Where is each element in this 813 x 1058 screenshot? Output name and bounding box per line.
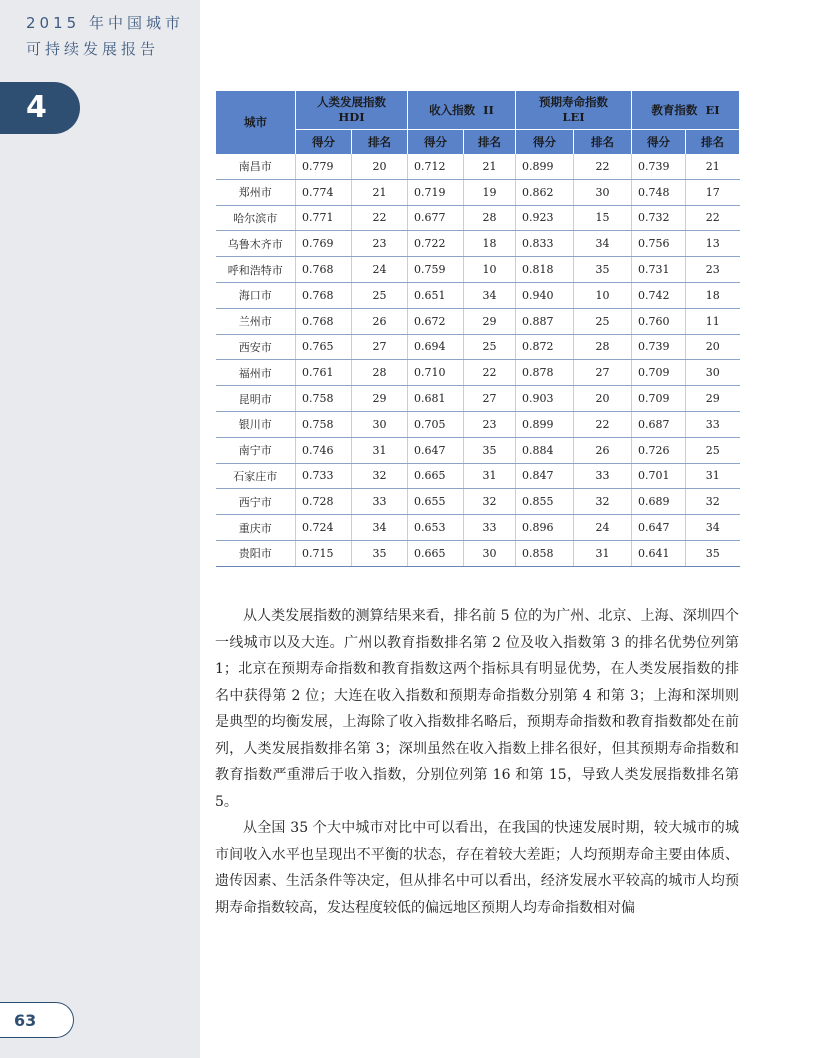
city-name-cell: 贵阳市 xyxy=(216,540,296,566)
score-cell: 0.872 xyxy=(516,334,574,360)
rank-cell: 34 xyxy=(574,231,632,257)
rank-cell: 13 xyxy=(686,231,740,257)
page-number: 63 xyxy=(0,1002,74,1038)
city-name-cell: 郑州市 xyxy=(216,179,296,205)
table-row xyxy=(216,205,740,231)
rank-cell: 33 xyxy=(352,489,408,515)
score-cell: 0.768 xyxy=(296,282,352,308)
score-cell: 0.705 xyxy=(408,411,464,437)
city-name-cell: 西安市 xyxy=(216,334,296,360)
city-name-cell: 昆明市 xyxy=(216,386,296,412)
rank-cell: 27 xyxy=(464,386,516,412)
rank-cell: 22 xyxy=(686,205,740,231)
score-cell: 0.653 xyxy=(408,515,464,541)
score-cell: 0.724 xyxy=(296,515,352,541)
score-cell: 0.768 xyxy=(296,308,352,334)
header-score: 得分 xyxy=(296,130,352,155)
score-cell: 0.748 xyxy=(632,179,686,205)
score-cell: 0.758 xyxy=(296,411,352,437)
city-name-cell: 石家庄市 xyxy=(216,463,296,489)
score-cell: 0.765 xyxy=(296,334,352,360)
score-cell: 0.833 xyxy=(516,231,574,257)
score-cell: 0.758 xyxy=(296,386,352,412)
rank-cell: 21 xyxy=(464,154,516,179)
table-row xyxy=(216,257,740,283)
score-cell: 0.728 xyxy=(296,489,352,515)
table-body xyxy=(216,154,740,566)
rank-cell: 20 xyxy=(352,154,408,179)
rank-cell: 33 xyxy=(574,463,632,489)
score-cell: 0.701 xyxy=(632,463,686,489)
rank-cell: 35 xyxy=(574,257,632,283)
rank-cell: 28 xyxy=(352,360,408,386)
header-hdi-en: HDI xyxy=(338,110,365,124)
header-score: 得分 xyxy=(516,130,574,155)
header-lei xyxy=(516,91,632,130)
rank-cell: 34 xyxy=(686,515,740,541)
score-cell: 0.681 xyxy=(408,386,464,412)
table-row xyxy=(216,386,740,412)
score-cell: 0.769 xyxy=(296,231,352,257)
table-row xyxy=(216,231,740,257)
table-row xyxy=(216,411,740,437)
rank-cell: 34 xyxy=(464,282,516,308)
score-cell: 0.761 xyxy=(296,360,352,386)
score-cell: 0.940 xyxy=(516,282,574,308)
rank-cell: 33 xyxy=(686,411,740,437)
score-cell: 0.746 xyxy=(296,437,352,463)
table-row xyxy=(216,540,740,566)
header-hdi-cn: 人类发展指数 xyxy=(317,95,386,109)
score-cell: 0.903 xyxy=(516,386,574,412)
city-name-cell: 哈尔滨市 xyxy=(216,205,296,231)
header-city: 城市 xyxy=(216,91,296,154)
city-name-cell: 南昌市 xyxy=(216,154,296,179)
table-row xyxy=(216,437,740,463)
rank-cell: 32 xyxy=(686,489,740,515)
rank-cell: 29 xyxy=(464,308,516,334)
rank-cell: 10 xyxy=(574,282,632,308)
paragraph: 从人类发展指数的测算结果来看，排名前 5 位的为广州、北京、上海、深圳四个一线城市以及大连。广州以教育指数排名第 2 位及收入指数第 3 的排名优势位列第 1；北京在预期寿命指数和教育指数这两个指标具有明显优势，在人类发展指数的排名中获得第 2 位；大连在收入指数和预期寿命指数分别第 4 和第 3；上海和深圳则是典型的均衡发展，上海除了收入指数排名略后，预期寿命指数和教育指数都处在前列，人类发展指数排名第 3；深圳虽然在收入指数上排名很好，但其预期寿命指数和教育指数严重滞后于收入指数，分别位列第 16 和第 15，导致人类发展指数排名第 5。 xyxy=(215,608,739,810)
header-rank: 排名 xyxy=(352,130,408,155)
header-lei-cn: 预期寿命指数 xyxy=(539,95,608,109)
rank-cell: 18 xyxy=(686,282,740,308)
header-ei-en: EI xyxy=(705,102,720,117)
rank-cell: 31 xyxy=(574,540,632,566)
rank-cell: 35 xyxy=(464,437,516,463)
rank-cell: 35 xyxy=(686,540,740,566)
table-row xyxy=(216,360,740,386)
table-row xyxy=(216,463,740,489)
rank-cell: 10 xyxy=(464,257,516,283)
rank-cell: 19 xyxy=(464,179,516,205)
score-cell: 0.739 xyxy=(632,154,686,179)
header-ii-en: II xyxy=(483,102,494,117)
header-ii-cn: 收入指数 xyxy=(429,102,476,117)
rank-cell: 22 xyxy=(352,205,408,231)
score-cell: 0.899 xyxy=(516,411,574,437)
city-name-cell: 呼和浩特市 xyxy=(216,257,296,283)
header-hdi xyxy=(296,91,408,130)
rank-cell: 24 xyxy=(574,515,632,541)
score-cell: 0.731 xyxy=(632,257,686,283)
rank-cell: 27 xyxy=(574,360,632,386)
hdi-ranking-table xyxy=(215,91,740,567)
city-name-cell: 南宁市 xyxy=(216,437,296,463)
score-cell: 0.689 xyxy=(632,489,686,515)
score-cell: 0.899 xyxy=(516,154,574,179)
rank-cell: 30 xyxy=(464,540,516,566)
city-name-cell: 海口市 xyxy=(216,282,296,308)
score-cell: 0.641 xyxy=(632,540,686,566)
score-cell: 0.742 xyxy=(632,282,686,308)
score-cell: 0.779 xyxy=(296,154,352,179)
rank-cell: 22 xyxy=(574,154,632,179)
rank-cell: 27 xyxy=(352,334,408,360)
city-name-cell: 福州市 xyxy=(216,360,296,386)
score-cell: 0.858 xyxy=(516,540,574,566)
rank-cell: 25 xyxy=(686,437,740,463)
score-cell: 0.756 xyxy=(632,231,686,257)
city-name-cell: 乌鲁木齐市 xyxy=(216,231,296,257)
rank-cell: 22 xyxy=(464,360,516,386)
score-cell: 0.855 xyxy=(516,489,574,515)
rank-cell: 23 xyxy=(686,257,740,283)
header-ei xyxy=(632,91,740,130)
paragraph: 从全国 35 个大中城市对比中可以看出，在我国的快速发展时期，较大城市的城市间收入水平也呈现出不平衡的状态，存在着较大差距；人均预期寿命主要由体质、遗传因素、生活条件等决定，但从排名中可以看出，经济发展水平较高的城市人均预期寿命指数较高，发达程度较低的偏远地区预期人均寿命指数相对偏 xyxy=(215,820,739,916)
body-text xyxy=(215,603,739,921)
city-name-cell: 银川市 xyxy=(216,411,296,437)
rank-cell: 28 xyxy=(574,334,632,360)
rank-cell: 26 xyxy=(574,437,632,463)
table-row xyxy=(216,282,740,308)
score-cell: 0.647 xyxy=(632,515,686,541)
score-cell: 0.862 xyxy=(516,179,574,205)
score-cell: 0.733 xyxy=(296,463,352,489)
rank-cell: 24 xyxy=(352,257,408,283)
score-cell: 0.715 xyxy=(296,540,352,566)
rank-cell: 30 xyxy=(686,360,740,386)
table-row xyxy=(216,515,740,541)
score-cell: 0.884 xyxy=(516,437,574,463)
book-title xyxy=(26,10,184,62)
rank-cell: 30 xyxy=(352,411,408,437)
table-row xyxy=(216,154,740,179)
score-cell: 0.732 xyxy=(632,205,686,231)
rank-cell: 32 xyxy=(352,463,408,489)
rank-cell: 34 xyxy=(352,515,408,541)
rank-cell: 17 xyxy=(686,179,740,205)
score-cell: 0.759 xyxy=(408,257,464,283)
rank-cell: 20 xyxy=(574,386,632,412)
score-cell: 0.651 xyxy=(408,282,464,308)
rank-cell: 31 xyxy=(464,463,516,489)
score-cell: 0.712 xyxy=(408,154,464,179)
city-name-cell: 兰州市 xyxy=(216,308,296,334)
score-cell: 0.896 xyxy=(516,515,574,541)
rank-cell: 21 xyxy=(352,179,408,205)
header-score: 得分 xyxy=(632,130,686,155)
score-cell: 0.818 xyxy=(516,257,574,283)
rank-cell: 31 xyxy=(352,437,408,463)
score-cell: 0.672 xyxy=(408,308,464,334)
score-cell: 0.655 xyxy=(408,489,464,515)
book-title-line2: 可持续发展报告 xyxy=(26,40,160,58)
rank-cell: 33 xyxy=(464,515,516,541)
rank-cell: 21 xyxy=(686,154,740,179)
score-cell: 0.687 xyxy=(632,411,686,437)
score-cell: 0.709 xyxy=(632,360,686,386)
header-rank: 排名 xyxy=(574,130,632,155)
header-rank: 排名 xyxy=(464,130,516,155)
table-row xyxy=(216,308,740,334)
score-cell: 0.923 xyxy=(516,205,574,231)
score-cell: 0.710 xyxy=(408,360,464,386)
city-name-cell: 重庆市 xyxy=(216,515,296,541)
score-cell: 0.726 xyxy=(632,437,686,463)
rank-cell: 11 xyxy=(686,308,740,334)
header-ii xyxy=(408,91,516,130)
table-row xyxy=(216,334,740,360)
score-cell: 0.719 xyxy=(408,179,464,205)
rank-cell: 20 xyxy=(686,334,740,360)
header-lei-en: LEI xyxy=(562,110,585,124)
header-ei-cn: 教育指数 xyxy=(651,102,698,117)
rank-cell: 31 xyxy=(686,463,740,489)
rank-cell: 32 xyxy=(574,489,632,515)
rank-cell: 32 xyxy=(464,489,516,515)
score-cell: 0.878 xyxy=(516,360,574,386)
score-cell: 0.722 xyxy=(408,231,464,257)
score-cell: 0.665 xyxy=(408,463,464,489)
chapter-number: 4 xyxy=(0,82,80,134)
rank-cell: 25 xyxy=(352,282,408,308)
score-cell: 0.677 xyxy=(408,205,464,231)
score-cell: 0.665 xyxy=(408,540,464,566)
score-cell: 0.739 xyxy=(632,334,686,360)
city-name-cell: 西宁市 xyxy=(216,489,296,515)
rank-cell: 25 xyxy=(574,308,632,334)
rank-cell: 23 xyxy=(464,411,516,437)
rank-cell: 15 xyxy=(574,205,632,231)
sidebar xyxy=(0,0,200,1058)
rank-cell: 22 xyxy=(574,411,632,437)
rank-cell: 29 xyxy=(686,386,740,412)
score-cell: 0.768 xyxy=(296,257,352,283)
table-row xyxy=(216,179,740,205)
score-cell: 0.647 xyxy=(408,437,464,463)
header-score: 得分 xyxy=(408,130,464,155)
rank-cell: 29 xyxy=(352,386,408,412)
rank-cell: 30 xyxy=(574,179,632,205)
rank-cell: 28 xyxy=(464,205,516,231)
score-cell: 0.771 xyxy=(296,205,352,231)
score-cell: 0.694 xyxy=(408,334,464,360)
table-row xyxy=(216,489,740,515)
header-rank: 排名 xyxy=(686,130,740,155)
rank-cell: 25 xyxy=(464,334,516,360)
score-cell: 0.774 xyxy=(296,179,352,205)
rank-cell: 26 xyxy=(352,308,408,334)
rank-cell: 23 xyxy=(352,231,408,257)
score-cell: 0.709 xyxy=(632,386,686,412)
score-cell: 0.887 xyxy=(516,308,574,334)
score-cell: 0.760 xyxy=(632,308,686,334)
rank-cell: 18 xyxy=(464,231,516,257)
book-title-line1: 2015 年中国城市 xyxy=(26,14,184,32)
rank-cell: 35 xyxy=(352,540,408,566)
score-cell: 0.847 xyxy=(516,463,574,489)
